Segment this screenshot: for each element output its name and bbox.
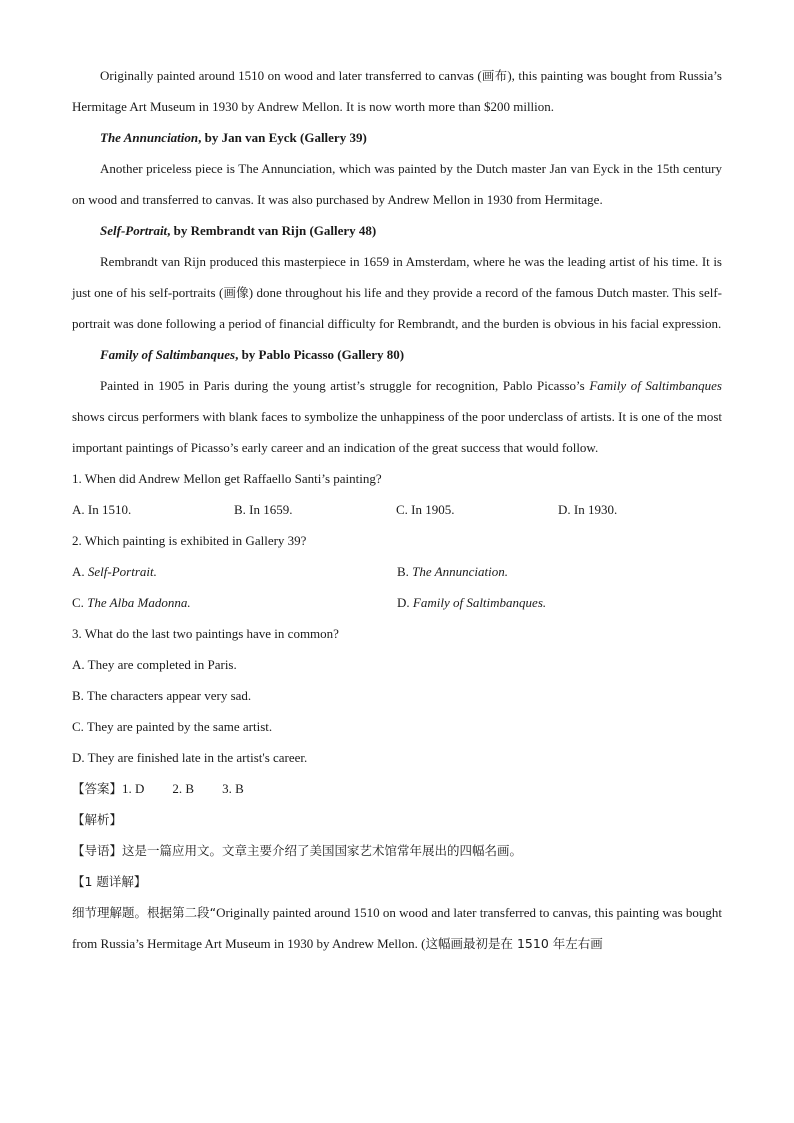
answer-2: 2. B	[172, 781, 195, 796]
paragraph-saltimbanques	[72, 370, 722, 463]
option-a	[72, 556, 397, 587]
question-1-stem: 1. When did Andrew Mellon get Raffaello Santi’s painting?	[72, 471, 382, 486]
answer-tag: 【答案】	[72, 781, 123, 796]
option-d: D. They are finished late in the artist's career.	[72, 750, 308, 765]
document-page	[72, 60, 722, 959]
paragraph-annunciation: Another priceless piece is The Annunciation, which was painted by the Dutch master Jan van Eyck in the 15th century on wood and transferred to canvas. It was also purchased by Andrew Mellon in 1930 from Hermitage.	[72, 161, 722, 207]
option-d: D. In 1930.	[558, 502, 618, 517]
guide-text: 这是一篇应用文。文章主要介绍了美国国家艺术馆常年展出的四幅名画。	[122, 843, 523, 858]
detail-quote: Originally painted around 1510 on wood and later transferred to canvas, this painting was bought from Russia’s Hermitage Art Museum in 1930 by Andrew Mellon. (	[72, 905, 722, 951]
painting-title: The Annunciation	[100, 130, 199, 145]
answer-1: 1. D	[122, 781, 145, 796]
paragraph-text: Painted in 1905 in Paris during the young artist’s struggle for recognition, Pablo Picasso’s	[100, 378, 590, 393]
option-c: C. In 1905.	[396, 502, 455, 517]
option-title: The Alba Madonna.	[87, 595, 191, 610]
paragraph-text: Rembrandt van Rijn produced this masterpiece in 1659 in Amsterdam, where he was the leading artist of his time. It is just one of his self-portraits (	[72, 254, 722, 300]
guide-tag: 【导语】	[72, 843, 123, 858]
guide-line	[72, 835, 722, 866]
heading-rest: , by Pablo Picasso (Gallery 80)	[235, 347, 405, 362]
option-b	[397, 556, 722, 587]
question-2-options-row-1	[72, 556, 722, 587]
question-2-stem: 2. Which painting is exhibited in Gallery 39?	[72, 533, 307, 548]
chinese-gloss: 画布	[481, 68, 508, 83]
option-c: C. They are painted by the same artist.	[72, 719, 273, 734]
option-letter: A.	[72, 564, 88, 579]
paragraph-text: Originally painted around 1510 on wood and later transferred to canvas (	[100, 68, 482, 83]
painting-title: Family of Saltimbanques	[100, 347, 236, 362]
answer-3: 3. B	[222, 781, 244, 796]
option-a: A. In 1510.	[72, 502, 132, 517]
option-letter: D.	[397, 595, 413, 610]
answer-line	[72, 773, 722, 804]
painting-title: Family of Saltimbanques	[589, 378, 722, 393]
detail-text-cn: 这幅画最初是在 1510 年左右画	[425, 936, 603, 951]
detail-1-tag: 【1 题详解】	[72, 874, 147, 889]
heading-rest: , by Jan van Eyck (Gallery 39)	[198, 130, 367, 145]
detail-text-cn: 细节理解题。根据第二段“	[72, 905, 217, 920]
question-3-stem: 3. What do the last two paintings have in common?	[72, 626, 339, 641]
paragraph-text: shows circus performers with blank faces to symbolize the unhappiness of the poor underclass of artists. It is one of the most important paintings of Picasso’s early career and an indication of the great success that would follow.	[72, 409, 722, 455]
option-b: B. The characters appear very sad.	[72, 688, 252, 703]
question-2-options-row-2	[72, 587, 722, 618]
heading-self-portrait	[72, 215, 722, 246]
option-letter: C.	[72, 595, 88, 610]
option-d	[397, 587, 722, 618]
option-c	[72, 587, 397, 618]
paragraph-text: ), this painting was bought from Russia’s Hermitage Art Museum in 1930 by Andrew Mellon. It is now worth more than $200 million.	[72, 68, 722, 114]
analysis-tag: 【解析】	[72, 812, 123, 827]
option-title: The Annunciation.	[412, 564, 508, 579]
paragraph-self-portrait	[72, 246, 722, 339]
heading-saltimbanques	[72, 339, 722, 370]
paragraph-alba-madonna	[72, 60, 722, 122]
option-title: Self-Portrait.	[87, 564, 157, 579]
question-1-options	[72, 494, 722, 525]
option-a: A. They are completed in Paris.	[72, 657, 237, 672]
heading-annunciation	[72, 122, 722, 153]
heading-rest: , by Rembrandt van Rijn (Gallery 48)	[167, 223, 377, 238]
paragraph-text: ) done throughout his life and they provide a record of the famous Dutch master. This self-portrait was done following a period of financial difficulty for Rembrandt, and the burden is obvious in his facial expression.	[72, 285, 722, 331]
detail-1-text	[72, 897, 722, 959]
option-title: Family of Saltimbanques.	[412, 595, 547, 610]
painting-title: Self-Portrait	[100, 223, 168, 238]
option-letter: B.	[397, 564, 413, 579]
option-b: B. In 1659.	[234, 502, 293, 517]
chinese-gloss: 画像	[223, 285, 249, 300]
